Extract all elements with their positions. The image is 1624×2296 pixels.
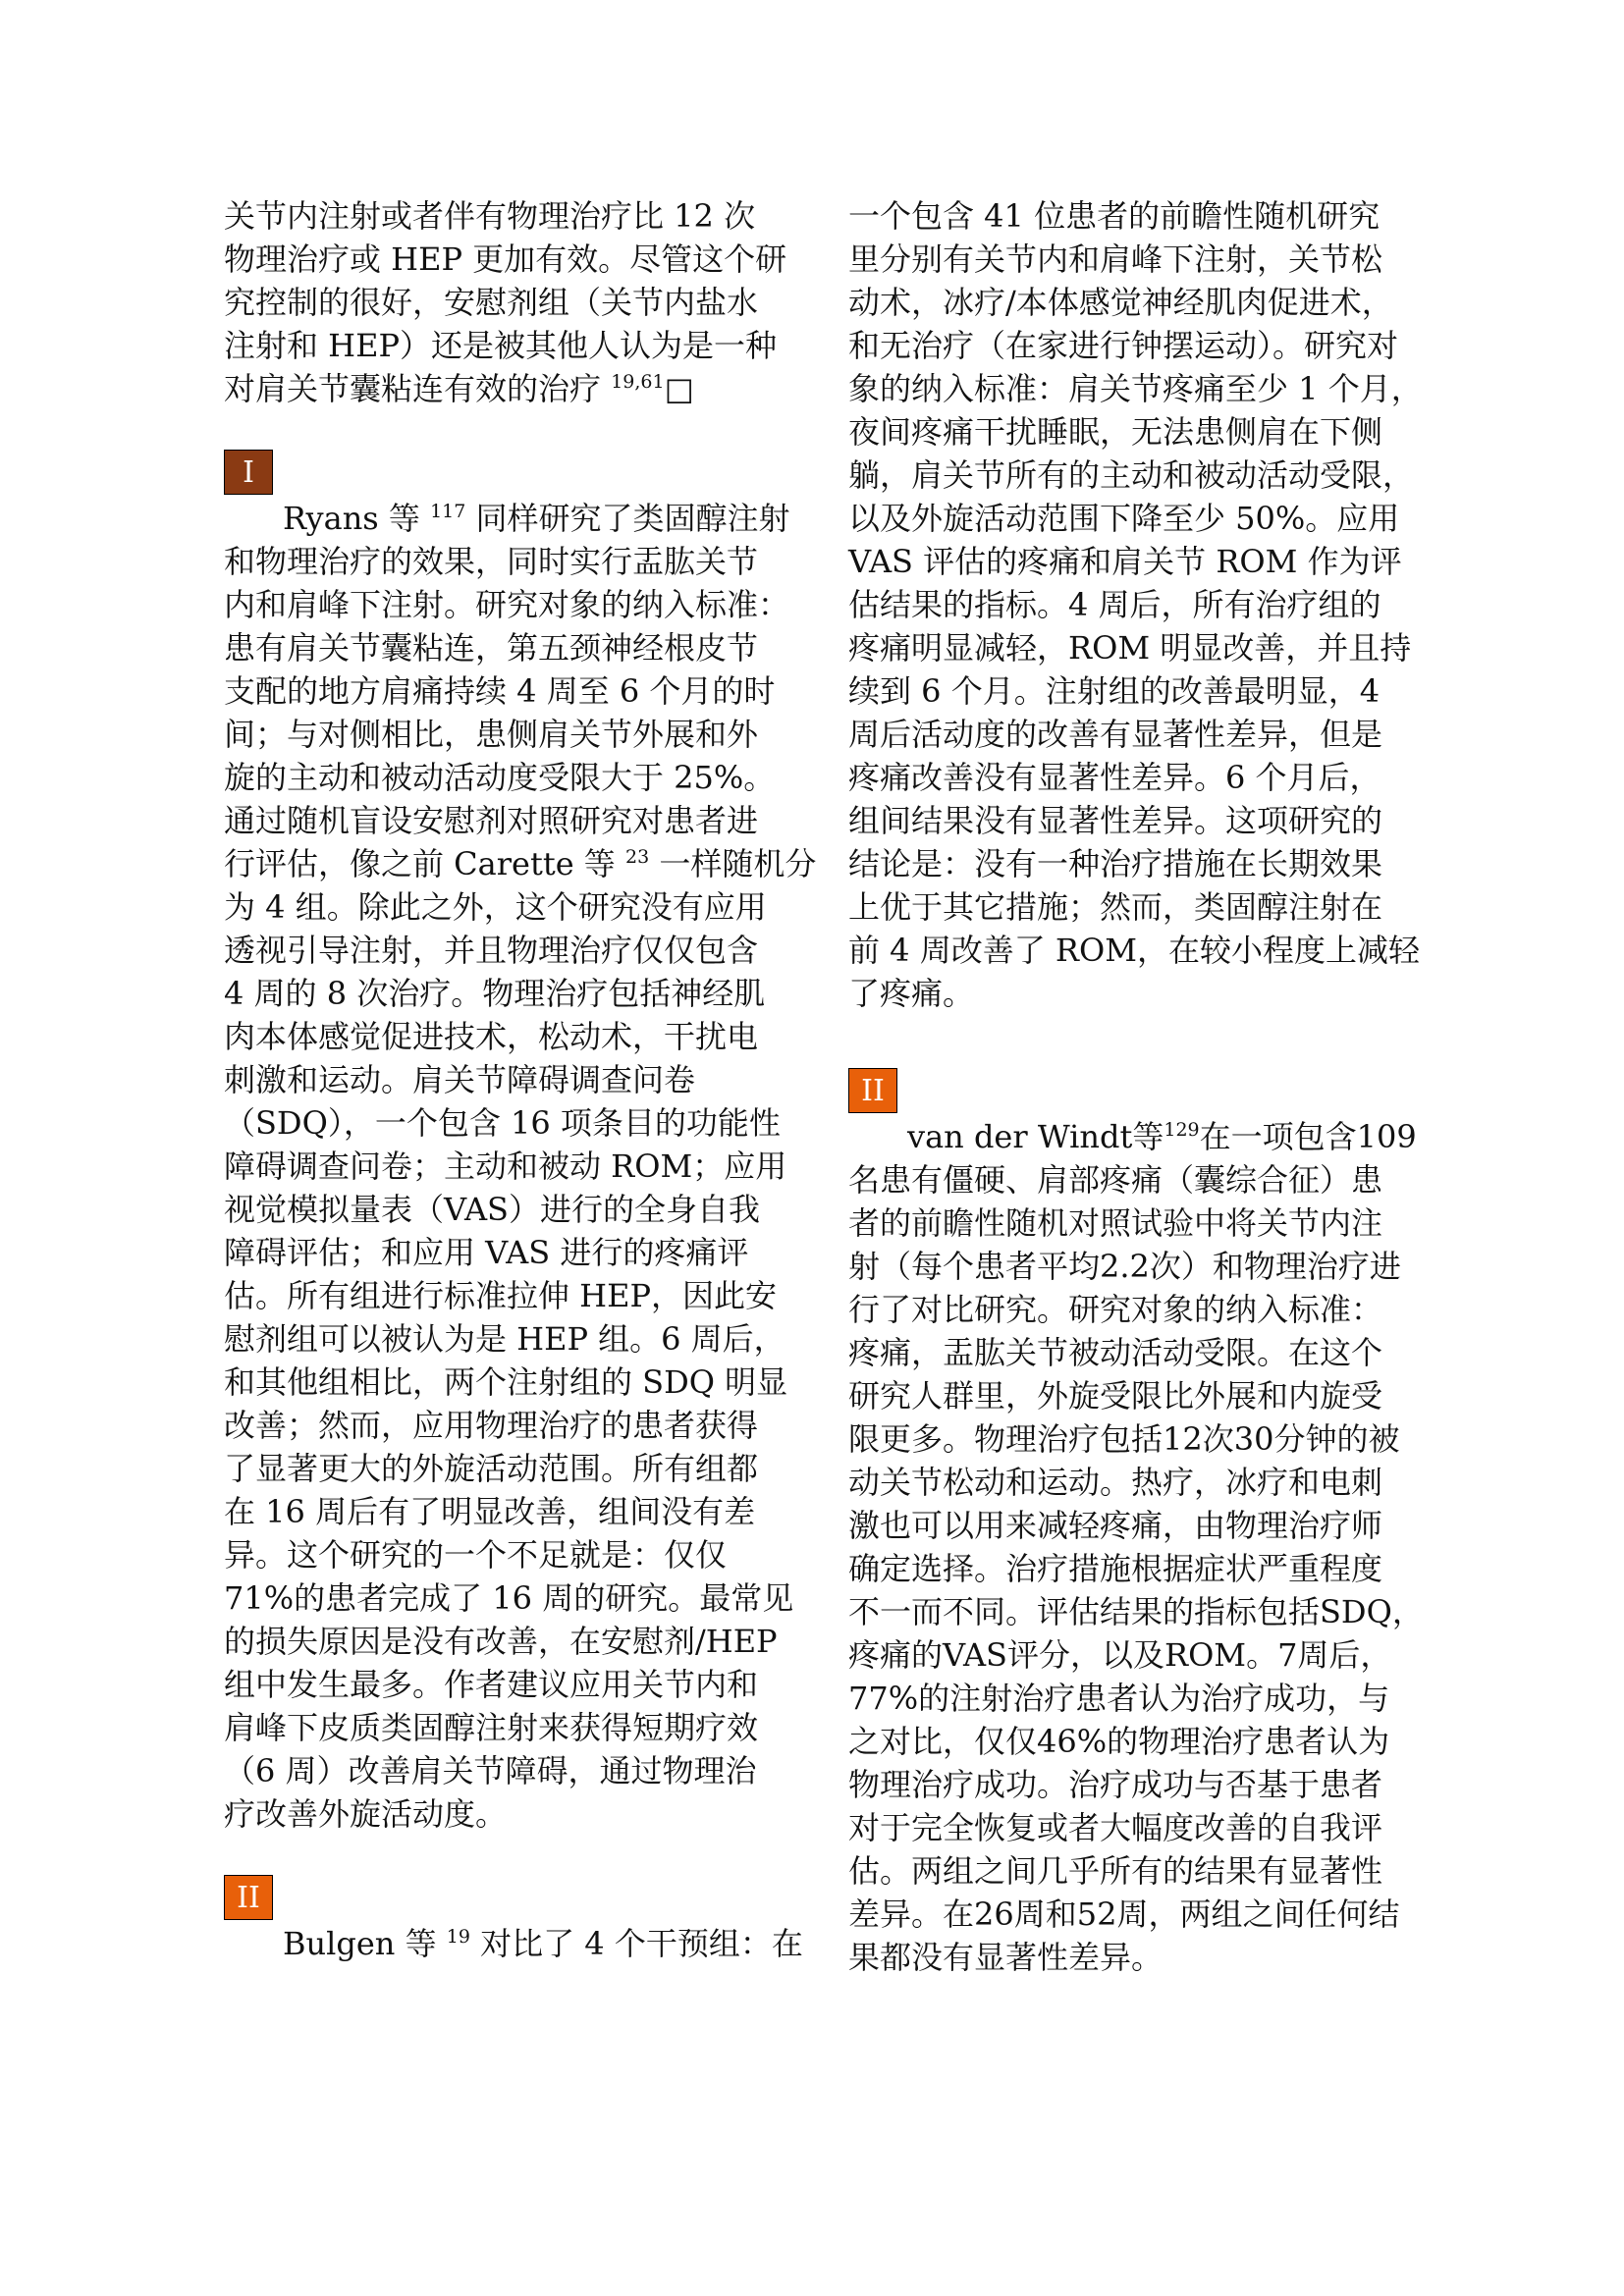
- citation-superscript: 117: [430, 501, 466, 522]
- text-line: 77%的注射治疗患者认为治疗成功，与: [848, 1680, 1390, 1717]
- text-line: 和物理治疗的效果，同时实行盂肱关节: [224, 543, 759, 580]
- text-line: 周后活动度的改善有显著性差异，但是: [848, 716, 1383, 753]
- text-line: 疼痛的VAS评分，以及ROM。7周后，: [848, 1636, 1392, 1674]
- left-column: [224, 194, 817, 1965]
- text-fragment: 在一项包含109: [1199, 1118, 1417, 1155]
- text-line: 71%的患者完成了 16 周的研究。最常见: [224, 1579, 794, 1617]
- text-line: 限更多。物理治疗包括12次30分钟的被: [848, 1420, 1400, 1458]
- text-line: 夜间疼痛干扰睡眠，无法患侧肩在下侧: [848, 413, 1383, 451]
- text-line: 射（每个患者平均2.2次）和物理治疗进: [848, 1248, 1401, 1285]
- text-line: 一个包含 41 位患者的前瞻性随机研究: [848, 197, 1380, 235]
- text-fragment: van der Windt等: [907, 1118, 1164, 1155]
- right-column: [848, 194, 1424, 1979]
- text-line: 障碍评估；和应用 VAS 进行的疼痛评: [224, 1234, 749, 1271]
- text-line: 通过随机盲设安慰剂对照研究对患者进: [224, 802, 759, 839]
- text-line: 确定选择。治疗措施根据症状严重程度: [848, 1550, 1383, 1587]
- text-line: 行了对比研究。研究对象的纳入标准：: [848, 1291, 1383, 1328]
- text-fragment: 对比了 4 个干预组：在: [469, 1925, 803, 1962]
- text-line: 究控制的很好，安慰剂组（关节内盐水: [224, 284, 759, 321]
- text-line: 里分别有关节内和肩峰下注射，关节松: [848, 240, 1383, 278]
- text-fragment: 对肩关节囊粘连有效的治疗: [224, 370, 612, 407]
- text-line: 动关节松动和运动。热疗，冰疗和电刺: [848, 1464, 1383, 1501]
- paragraph-first-line: [848, 1115, 1418, 1158]
- text-line: 之对比，仅仅46%的物理治疗患者认为: [848, 1723, 1390, 1760]
- paragraph-first-line: [224, 497, 793, 540]
- text-line: 和其他组相比，两个注射组的 SDQ 明显: [224, 1363, 788, 1401]
- paragraph-first-line: [224, 1922, 803, 1965]
- evidence-level-badge: II: [848, 1068, 897, 1113]
- text-line: 内和肩峰下注射。研究对象的纳入标准：: [224, 586, 790, 623]
- text-line: 透视引导注射，并且物理治疗仅仅包含: [224, 932, 759, 969]
- text-fragment: □: [664, 370, 694, 407]
- text-line: 旋的主动和被动活动度受限大于 25%。: [224, 759, 776, 796]
- text-line: 支配的地方肩痛持续 4 周至 6 个月的时: [224, 672, 776, 710]
- text-line: 4 周的 8 次治疗。物理治疗包括神经肌: [224, 975, 766, 1012]
- citation-superscript: 23: [624, 846, 650, 868]
- text-line: 前 4 周改善了 ROM，在较小程度上减轻: [848, 932, 1420, 969]
- text-line: 和无治疗（在家进行钟摆运动）。研究对: [848, 327, 1399, 364]
- citation-superscript: 19,61: [611, 371, 665, 393]
- text-line: 疗改善外旋活动度。: [224, 1795, 508, 1833]
- text-line: 肉本体感觉促进技术，松动术，干扰电: [224, 1018, 759, 1055]
- text-line: VAS 评估的疼痛和肩关节 ROM 作为评: [848, 543, 1402, 580]
- citation-superscript: 129: [1164, 1119, 1200, 1141]
- text-line: 对于完全恢复或者大幅度改善的自我评: [848, 1809, 1383, 1846]
- text-line: 不一而不同。评估结果的指标包括SDQ，: [848, 1593, 1424, 1630]
- text-line: 视觉模拟量表（VAS）进行的全身自我: [224, 1191, 760, 1228]
- text-line: 动术，冰疗/本体感觉神经肌肉促进术，: [848, 284, 1393, 321]
- text-fragment: 行评估，像之前 Carette 等: [224, 845, 625, 882]
- text-line: 了疼痛。: [848, 975, 975, 1012]
- text-line: 激也可以用来减轻疼痛，由物理治疗师: [848, 1507, 1383, 1544]
- text-line: [224, 367, 793, 410]
- text-line: （6 周）改善肩关节障碍，通过物理治: [224, 1752, 757, 1789]
- text-line: 结论是：没有一种治疗措施在长期效果: [848, 845, 1383, 882]
- text-line: 估。两组之间几乎所有的结果有显著性: [848, 1852, 1383, 1890]
- text-line: 物理治疗成功。治疗成功与否基于患者: [848, 1766, 1383, 1803]
- text-line: 估结果的指标。4 周后，所有治疗组的: [848, 586, 1381, 623]
- text-line: 疼痛，盂肱关节被动活动受限。在这个: [848, 1334, 1383, 1371]
- text-line: 差异。在26周和52周，两组之间任何结: [848, 1896, 1400, 1933]
- text-line: 象的纳入标准：肩关节疼痛至少 1 个月，: [848, 370, 1423, 407]
- text-line: 以及外旋活动范围下降至少 50%。应用: [848, 500, 1400, 537]
- text-fragment: 一样随机分: [649, 845, 817, 882]
- text-line: 的损失原因是没有改善，在安慰剂/HEP: [224, 1623, 778, 1660]
- text-line: 疼痛明显减轻，ROM 明显改善，并且持: [848, 629, 1412, 667]
- text-line: 续到 6 个月。注射组的改善最明显，4: [848, 672, 1380, 710]
- text-line: 障碍调查问卷；主动和被动 ROM；应用: [224, 1148, 787, 1185]
- text-line: 果都没有显著性差异。: [848, 1939, 1164, 1976]
- text-line: 上优于其它措施；然而，类固醇注射在: [848, 888, 1383, 926]
- text-line: 肩峰下皮质类固醇注射来获得短期疗效: [224, 1709, 759, 1746]
- text-fragment: 同样研究了类固醇注射: [465, 500, 790, 537]
- text-line: 估。所有组进行标准拉伸 HEP，因此安: [224, 1277, 777, 1314]
- text-line: 间；与对侧相比，患侧肩关节外展和外: [224, 716, 759, 753]
- text-line: （SDQ），一个包含 16 项条目的功能性: [224, 1104, 781, 1142]
- text-line: 躺，肩关节所有的主动和被动活动受限，: [848, 456, 1415, 494]
- text-line: 改善；然而，应用物理治疗的患者获得: [224, 1407, 759, 1444]
- text-line: 物理治疗或 HEP 更加有效。尽管这个研: [224, 240, 787, 278]
- text-fragment: Bulgen 等: [283, 1925, 447, 1962]
- text-line: 刺激和运动。肩关节障碍调查问卷: [224, 1061, 696, 1098]
- text-line: 关节内注射或者伴有物理治疗比 12 次: [224, 197, 756, 235]
- text-line: 为 4 组。除此之外，这个研究没有应用: [224, 888, 767, 926]
- text-line: 研究人群里，外旋受限比外展和内旋受: [848, 1377, 1383, 1415]
- text-line: 在 16 周后有了明显改善，组间没有差: [224, 1493, 756, 1530]
- text-line: 患有肩关节囊粘连，第五颈神经根皮节: [224, 629, 759, 667]
- evidence-level-badge: I: [224, 450, 273, 495]
- text-line: 者的前瞻性随机对照试验中将关节内注: [848, 1204, 1383, 1242]
- text-fragment: Ryans 等: [283, 500, 431, 537]
- text-line: 组间结果没有显著性差异。这项研究的: [848, 802, 1383, 839]
- evidence-level-badge: II: [224, 1875, 273, 1920]
- text-line: 名患有僵硬、肩部疼痛（囊综合征）患: [848, 1161, 1383, 1199]
- citation-superscript: 19: [446, 1926, 470, 1948]
- text-line: 异。这个研究的一个不足就是：仅仅: [224, 1536, 728, 1574]
- text-line: 疼痛改善没有显著性差异。6 个月后，: [848, 759, 1381, 796]
- text-line: [224, 842, 817, 885]
- text-line: 组中发生最多。作者建议应用关节内和: [224, 1666, 759, 1703]
- text-line: 了显著更大的外旋活动范围。所有组都: [224, 1450, 759, 1487]
- text-line: 注射和 HEP）还是被其他人认为是一种: [224, 327, 777, 364]
- text-line: 慰剂组可以被认为是 HEP 组。6 周后，: [224, 1320, 785, 1358]
